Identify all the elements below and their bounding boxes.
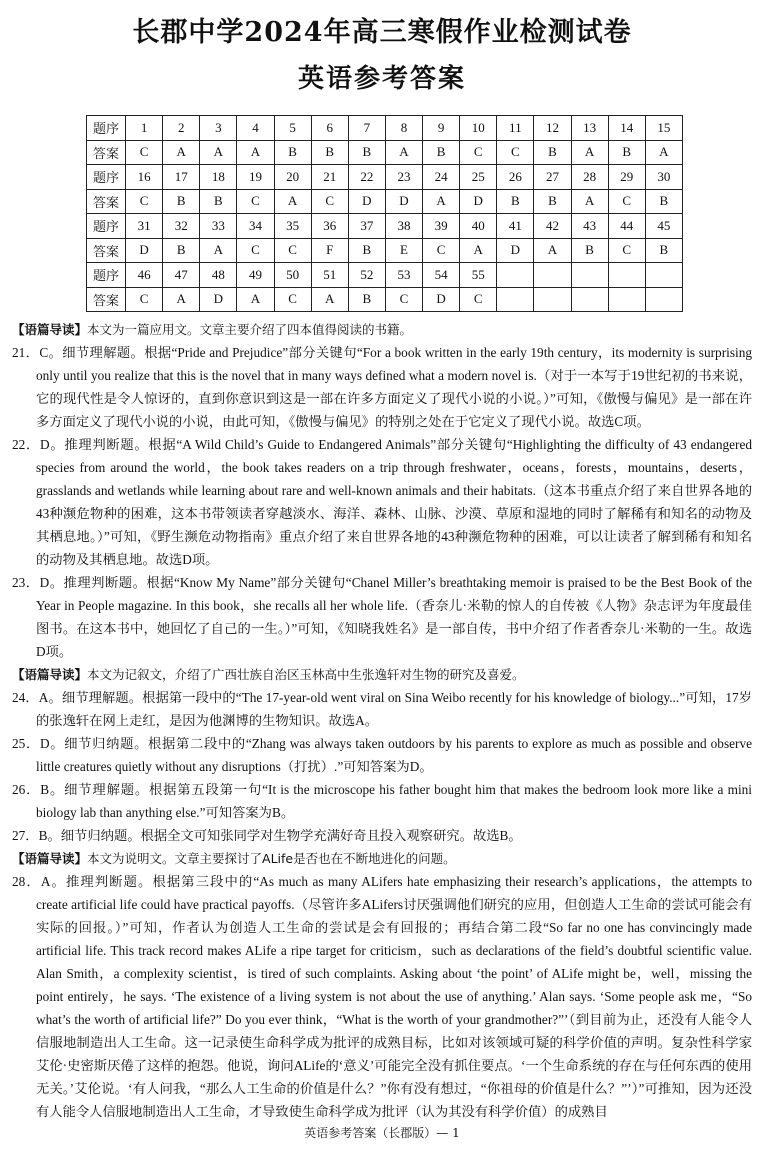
answer-cell (645, 287, 682, 312)
exam-title: 长郡中学2024年高三寒假作业检测试卷 (132, 17, 632, 48)
question-number-cell: 13 (571, 116, 608, 141)
question-number-cell: 33 (200, 214, 237, 239)
answer-cell: B (497, 189, 534, 214)
answer-cell: D (126, 238, 163, 263)
passage-a-intro (12, 318, 752, 341)
answer-cell: B (311, 140, 348, 165)
answer-cell (571, 287, 608, 312)
intro-tag: 【语篇导读】 (12, 322, 88, 337)
answer-table (86, 115, 683, 312)
question-number-cell: 20 (274, 165, 311, 190)
answer-cell: A (237, 287, 274, 312)
question-number-cell: 22 (348, 165, 385, 190)
question-number-cell: 23 (385, 165, 422, 190)
answer-cell: D (497, 238, 534, 263)
answer-cell: C (460, 140, 497, 165)
question-number-cell: 52 (348, 263, 385, 288)
explanation-22: 22．D。推理判断题。根据“A Wild Child’s Guide to Endangered Animals”部分关键句“Highlighting the difficulty of 43 endangered species from around the world，the book takes readers on a trip through freshwater，oceans，forests，mountains，deserts，grasslands and wetlands while learning about rare and well-known animals and their habitats.（这本书重点介绍了来自世界各地的43种濒危物种的困难，这本书带领读者穿越淡水、海洋、森林、山脉、沙漠、草原和湿地的同时了解稀有和知名的动物及其栖息地。）”可知，《野生濒危动物指南》重点介绍了来自世界各地的43种濒危物种的困难，可以让读者了解到稀有和知名的动物及其栖息地。故选D项。 (12, 437, 752, 567)
answer-cell: B (348, 287, 385, 312)
question-number-cell: 47 (163, 263, 200, 288)
answer-cell: B (423, 140, 460, 165)
explanation-25: 25．D。细节归纳题。根据第二段中的“Zhang was always taken outdoors by his parents to explore as much as possible and observe little creatures quietly without any disruptions（打扰）.”可知答案为D。 (12, 736, 752, 774)
explanation-24: 24．A。细节理解题。根据第一段中的“The 17-year-old went viral on Sina Weibo recently for his knowledge of biology...”可知，17岁的张逸轩在网上走红，是因为他渊博的生物知识。故选A。 (12, 690, 752, 728)
answer-cell: B (645, 189, 682, 214)
answer-cell: D (423, 287, 460, 312)
question-number-cell: 7 (348, 116, 385, 141)
answer-cell: C (274, 287, 311, 312)
answer-cell: D (385, 189, 422, 214)
question-number-cell (534, 263, 571, 288)
question-number-cell: 53 (385, 263, 422, 288)
intro-text: 本文为一篇应用文。文章主要介绍了四本值得阅读的书籍。 (87, 322, 413, 337)
answer-cell: A (571, 140, 608, 165)
row-label: 答案 (87, 287, 126, 312)
answer-row (87, 287, 683, 312)
question-number-cell: 40 (460, 214, 497, 239)
answer-cell: B (274, 140, 311, 165)
question-number-cell: 17 (163, 165, 200, 190)
question-number-cell: 44 (608, 214, 645, 239)
question-number-cell: 24 (423, 165, 460, 190)
question-number-cell: 37 (348, 214, 385, 239)
answer-cell: A (200, 140, 237, 165)
row-label: 题序 (87, 214, 126, 239)
question-number-cell: 51 (311, 263, 348, 288)
intro-tag: 【语篇导读】 (12, 667, 88, 682)
answer-cell: D (348, 189, 385, 214)
question-number-cell (645, 263, 682, 288)
row-label: 题序 (87, 263, 126, 288)
question-number-cell: 9 (423, 116, 460, 141)
page-footer: 英语参考答案（长郡版）— 1 (304, 1126, 460, 1140)
row-label: 题序 (87, 165, 126, 190)
answer-cell: C (497, 140, 534, 165)
question-number-cell: 14 (608, 116, 645, 141)
answer-cell: B (200, 189, 237, 214)
question-number-cell: 3 (200, 116, 237, 141)
question-number-row (87, 116, 683, 141)
answer-row (87, 140, 683, 165)
intro-text: 本文为说明文。文章主要探讨了ALife是否也在不断地进化的问题。 (87, 851, 456, 866)
answer-cell: A (423, 189, 460, 214)
answer-cell: C (608, 189, 645, 214)
question-number-cell: 1 (126, 116, 163, 141)
question-number-cell: 42 (534, 214, 571, 239)
answer-cell: A (237, 140, 274, 165)
answer-cell: A (163, 287, 200, 312)
question-number-cell: 49 (237, 263, 274, 288)
passage-b-intro (12, 663, 752, 686)
answer-cell: B (534, 140, 571, 165)
answer-cell: C (311, 189, 348, 214)
question-number-cell: 43 (571, 214, 608, 239)
answer-cell: C (126, 189, 163, 214)
answer-cell: C (237, 189, 274, 214)
question-number-cell (571, 263, 608, 288)
answer-cell: B (608, 140, 645, 165)
answer-cell (534, 287, 571, 312)
question-number-cell: 36 (311, 214, 348, 239)
question-number-cell: 21 (311, 165, 348, 190)
question-number-cell (608, 263, 645, 288)
answer-cell: A (645, 140, 682, 165)
answer-cell: D (460, 189, 497, 214)
row-label: 题序 (87, 116, 126, 141)
question-number-cell: 26 (497, 165, 534, 190)
answer-cell: C (423, 238, 460, 263)
answer-cell (608, 287, 645, 312)
explanation-28: 28．A。推理判断题。根据第三段中的“As much as many ALifers hate emphasizing their research’s applications，the attempts to create artificial life could have practical payoffs.（尽管许多ALifers讨厌强调他们研究的应用，但创造人工生命的尝试可能会有实际的回报。）”可知，作者认为创造人工生命的尝试是会有回报的；再结合第二段“So far no one has convincingly made artificial life. This track record makes ALife a ripe target for criticism，such as declarations of the field’s doubtful scientific value. Alan Smith，a complexity scientist，is tired of such complaints. Asking about ‘the point’ of ALife might be，well，missing the point entirely，he says. ‘The existence of a living system is not about the use of anything.’ Alan says. ‘Some people ask me，“So what’s the worth of artificial life?” Do you ever think，“What is the worth of your grandmother?”’（到目前为止，还没有人能令人信服地制造出人工生命。这一记录使生命科学成为批评的成熟目标，比如对该领域可疑的科学价值的声明。复杂性科学家艾伦·史密斯厌倦了这样的抱怨。他说，询问ALife的‘意义’可能完全没有抓住要点。‘一个生命系统的存在与任何东西的使用无关。’艾伦说。‘有人问我，“那么人工生命的价值是什么？”你有没有想过，“你祖母的价值是什么？”’）”可推知，因为还没有人能令人信服地制造出人工生命，才导致使生命科学成为批评（认为其没有科学价值）的成熟目 (12, 874, 752, 1119)
question-number-cell: 38 (385, 214, 422, 239)
question-number-cell: 2 (163, 116, 200, 141)
question-number-cell: 16 (126, 165, 163, 190)
intro-tag: 【语篇导读】 (12, 851, 88, 866)
answer-cell: C (126, 140, 163, 165)
answer-cell: B (348, 238, 385, 263)
question-number-cell: 10 (460, 116, 497, 141)
question-number-cell: 29 (608, 165, 645, 190)
question-number-cell: 4 (237, 116, 274, 141)
answer-cell: D (200, 287, 237, 312)
answer-cell: B (534, 189, 571, 214)
question-number-cell: 41 (497, 214, 534, 239)
answer-cell: A (571, 189, 608, 214)
answer-cell: B (645, 238, 682, 263)
explanation-27: 27．B。细节归纳题。根据全文可知张同学对生物学充满好奇且投入观察研究。故选B。 (12, 828, 522, 843)
row-label: 答案 (87, 140, 126, 165)
explanation-23: 23．D。推理判断题。根据“Know My Name”部分关键句“Chanel Miller’s breathtaking memoir is praised to be the Best Book of the Year in People magazine. In this book，she recalls all her whole life.（香奈儿·米勒的惊人的自传被《人物》杂志评为年度最佳图书。在这本书中，她回忆了自己的一生。）”可知，《知晓我姓名》是一部自传，书中介绍了作者香奈儿·米勒的一生。故选D项。 (12, 575, 752, 659)
question-number-cell: 12 (534, 116, 571, 141)
question-number-cell: 50 (274, 263, 311, 288)
question-number-cell: 19 (237, 165, 274, 190)
answer-cell: A (274, 189, 311, 214)
answer-cell: C (460, 287, 497, 312)
question-number-cell: 35 (274, 214, 311, 239)
answer-cell: C (385, 287, 422, 312)
question-number-cell: 25 (460, 165, 497, 190)
question-number-cell: 28 (571, 165, 608, 190)
question-number-cell: 34 (237, 214, 274, 239)
question-number-cell: 11 (497, 116, 534, 141)
question-number-cell: 46 (126, 263, 163, 288)
question-number-cell (497, 263, 534, 288)
answer-cell: B (348, 140, 385, 165)
question-number-cell: 15 (645, 116, 682, 141)
row-label: 答案 (87, 238, 126, 263)
explanation-26: 26．B。细节理解题。根据第五段第一句“It is the microscope his father bought him that makes the bedroom look more like a mini biology lab than anything else.”可知答案为B。 (12, 782, 752, 820)
question-number-cell: 31 (126, 214, 163, 239)
question-number-cell: 54 (423, 263, 460, 288)
answer-cell: B (571, 238, 608, 263)
answer-cell: A (311, 287, 348, 312)
answer-cell: B (163, 238, 200, 263)
explanation-21: 21．C。细节理解题。根据“Pride and Prejudice”部分关键句“For a book written in the early 19th century，its modernity is surprising only until you realize that this is the novel that in many ways defined what a modern novel is.（对于一本写于19世纪初的书来说，它的现代性是令人惊讶的，直到你意识到这是一部在许多方面定义了现代小说的小说。）”可知，《傲慢与偏见》是一部在许多方面定义了现代小说的小说，由此可知，《傲慢与偏见》的特别之处在于它定义了现代小说。故选C项。 (12, 345, 752, 429)
question-number-cell: 30 (645, 165, 682, 190)
question-number-cell: 55 (460, 263, 497, 288)
row-label: 答案 (87, 189, 126, 214)
question-number-cell: 32 (163, 214, 200, 239)
passage-c-intro (12, 847, 752, 870)
answer-cell: A (534, 238, 571, 263)
answer-cell: C (237, 238, 274, 263)
question-number-cell: 18 (200, 165, 237, 190)
question-number-cell: 6 (311, 116, 348, 141)
answer-cell: A (163, 140, 200, 165)
answer-cell: E (385, 238, 422, 263)
answer-cell: A (460, 238, 497, 263)
explanations (12, 318, 752, 1123)
answer-cell: B (163, 189, 200, 214)
answer-key-title: 英语参考答案 (297, 64, 466, 94)
answer-cell: C (274, 238, 311, 263)
answer-row (87, 189, 683, 214)
answer-cell (497, 287, 534, 312)
answer-cell: C (608, 238, 645, 263)
question-number-cell: 8 (385, 116, 422, 141)
answer-cell: A (385, 140, 422, 165)
question-number-cell: 45 (645, 214, 682, 239)
question-number-cell: 48 (200, 263, 237, 288)
intro-text: 本文为记叙文，介绍了广西壮族自治区玉林高中生张逸轩对生物的研究及喜爱。 (87, 667, 525, 682)
answer-cell: F (311, 238, 348, 263)
question-number-row (87, 214, 683, 239)
answer-cell: C (126, 287, 163, 312)
question-number-row (87, 165, 683, 190)
question-number-cell: 39 (423, 214, 460, 239)
answer-row (87, 238, 683, 263)
question-number-cell: 27 (534, 165, 571, 190)
answer-cell: A (200, 238, 237, 263)
question-number-cell: 5 (274, 116, 311, 141)
question-number-row (87, 263, 683, 288)
